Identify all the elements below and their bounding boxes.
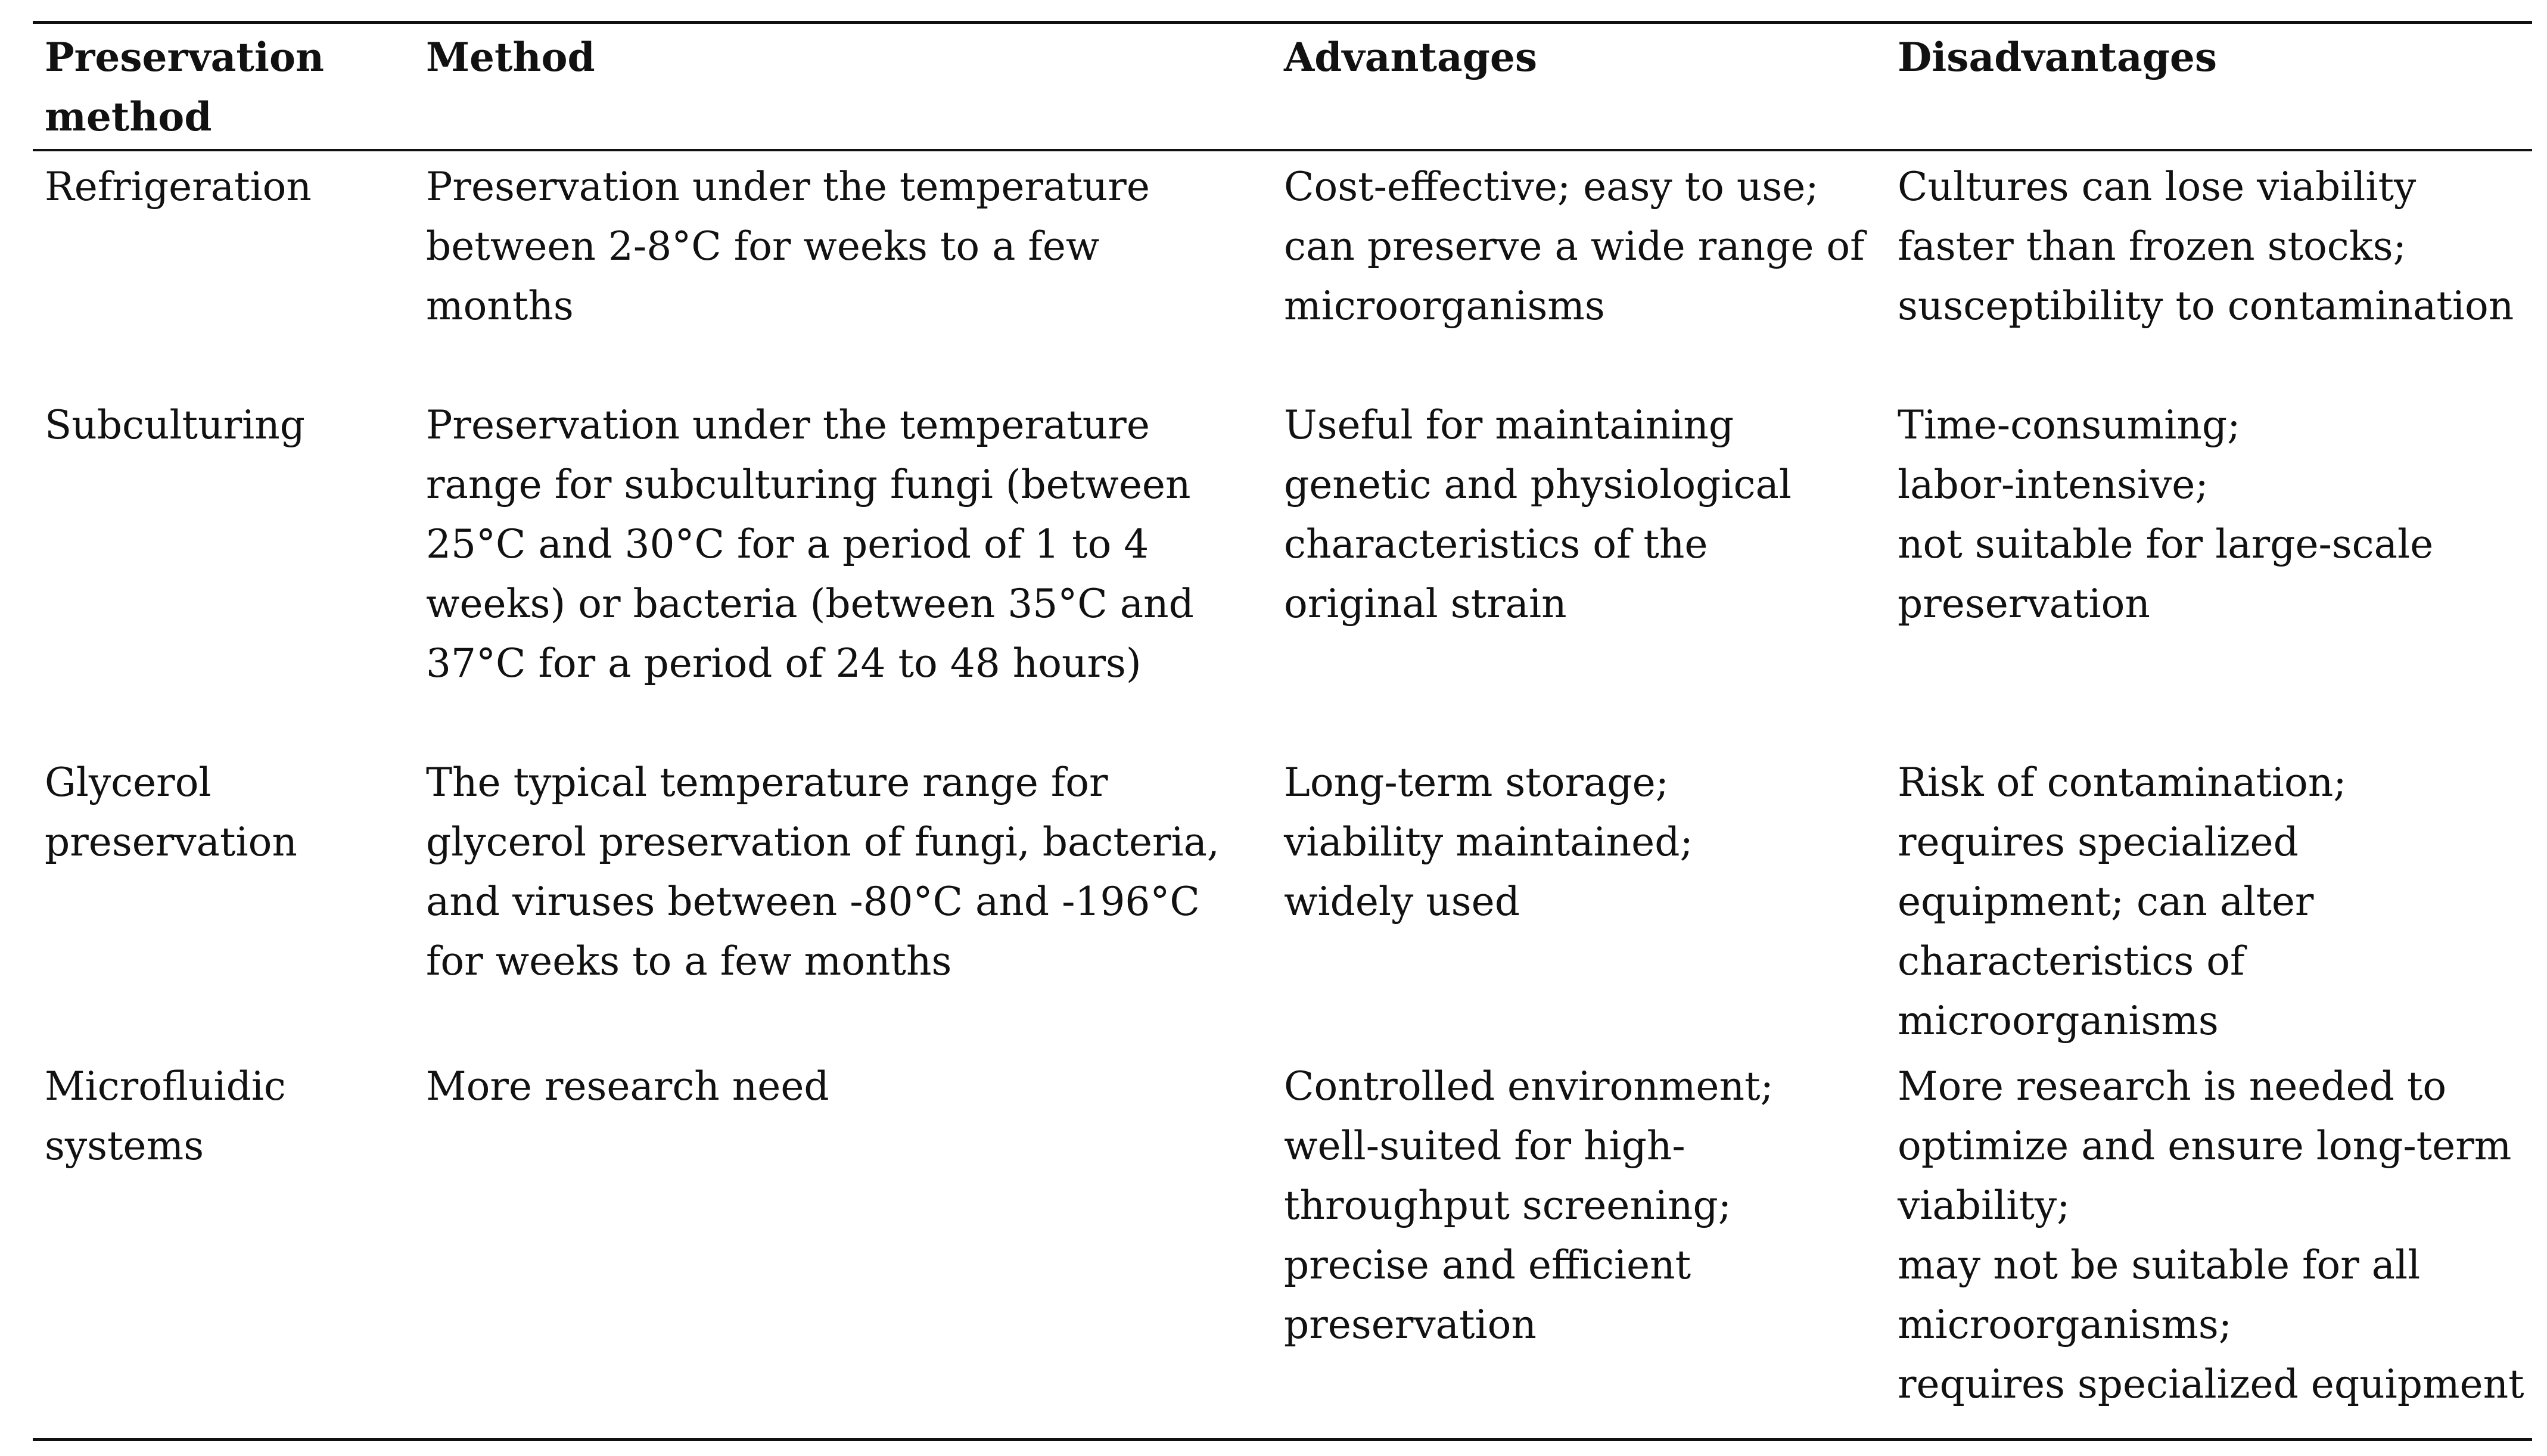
cell-line: microorganisms xyxy=(1898,998,2219,1044)
cell-line: optimize and ensure long-term xyxy=(1898,1123,2512,1169)
cell-line: More research need xyxy=(426,1063,829,1109)
header-preservation-method xyxy=(33,23,414,151)
cell-line: Time-consuming; xyxy=(1898,402,2241,448)
cell-disadvantages xyxy=(1886,747,2532,1051)
table-row-subculturing xyxy=(33,390,2532,747)
cell-line: Cost-effective; easy to use; xyxy=(1284,164,1819,210)
preservation-methods-table xyxy=(33,21,2532,1441)
header-line: method xyxy=(45,94,212,140)
cell-line: Risk of contamination; xyxy=(1898,760,2347,805)
header-line: Preservation xyxy=(45,34,324,80)
cell-line: for weeks to a few months xyxy=(426,938,952,984)
cell-line: well-suited for high- xyxy=(1284,1123,1685,1169)
cell-disadvantages xyxy=(1886,150,2532,390)
cell-method xyxy=(414,747,1272,1051)
cell-line: viability; xyxy=(1898,1183,2070,1228)
cell-line: preservation xyxy=(1898,581,2150,627)
cell-line: Preservation under the temperature xyxy=(426,164,1150,210)
header-row xyxy=(33,23,2532,151)
cell-line: equipment; can alter xyxy=(1898,879,2314,925)
cell-line: requires specialized equipment xyxy=(1898,1361,2524,1407)
cell-line: More research is needed to xyxy=(1898,1063,2447,1109)
cell-line: characteristics of the xyxy=(1284,521,1708,567)
cell-line: can preserve a wide range of xyxy=(1284,223,1865,269)
cell-line: systems xyxy=(45,1123,204,1169)
cell-line: not suitable for large-scale xyxy=(1898,521,2434,567)
cell-method xyxy=(414,150,1272,390)
header-line: Method xyxy=(426,34,595,80)
cell-line: glycerol preservation of fungi, bacteria, xyxy=(426,819,1220,865)
cell-line: Preservation under the temperature xyxy=(426,402,1150,448)
header-line: Advantages xyxy=(1284,34,1538,80)
cell-line: weeks) or bacteria (between 35°C and xyxy=(426,581,1194,627)
cell-line: susceptibility to contamination xyxy=(1898,283,2514,329)
cell-method xyxy=(414,390,1272,747)
cell-line: original strain xyxy=(1284,581,1567,627)
cell-line: 37°C for a period of 24 to 48 hours) xyxy=(426,640,1142,686)
cell-line: Useful for maintaining xyxy=(1284,402,1734,448)
cell-advantages xyxy=(1272,390,1886,747)
cell-line: requires specialized xyxy=(1898,819,2299,865)
cell-line: between 2-8°C for weeks to a few xyxy=(426,223,1100,269)
cell-advantages xyxy=(1272,1051,1886,1440)
cell-line: Long-term storage; xyxy=(1284,760,1669,805)
cell-line: labor-intensive; xyxy=(1898,462,2209,508)
table-body xyxy=(33,150,2532,1440)
cell-preservation-method xyxy=(33,1051,414,1440)
cell-line: preservation xyxy=(1284,1302,1537,1348)
header-method xyxy=(414,23,1272,151)
table-row-refrigeration xyxy=(33,150,2532,390)
cell-method xyxy=(414,1051,1272,1440)
cell-preservation-method xyxy=(33,390,414,747)
cell-line: preservation xyxy=(45,819,297,865)
cell-line: months xyxy=(426,283,574,329)
cell-line: range for subculturing fungi (between xyxy=(426,462,1191,508)
cell-disadvantages xyxy=(1886,390,2532,747)
cell-line: microorganisms xyxy=(1284,283,1605,329)
table-row-glycerol-preservation xyxy=(33,747,2532,1051)
cell-line: Subculturing xyxy=(45,402,305,448)
cell-line: Glycerol xyxy=(45,760,212,805)
cell-line: and viruses between -80°C and -196°C xyxy=(426,879,1200,925)
cell-line: genetic and physiological xyxy=(1284,462,1792,508)
cell-advantages xyxy=(1272,150,1886,390)
cell-preservation-method xyxy=(33,150,414,390)
cell-line: Controlled environment; xyxy=(1284,1063,1774,1109)
header-advantages xyxy=(1272,23,1886,151)
cell-advantages xyxy=(1272,747,1886,1051)
cell-line: Refrigeration xyxy=(45,164,312,210)
cell-preservation-method xyxy=(33,747,414,1051)
cell-line: may not be suitable for all xyxy=(1898,1242,2421,1288)
cell-line: Microfluidic xyxy=(45,1063,286,1109)
cell-line: The typical temperature range for xyxy=(426,760,1108,805)
cell-line: viability maintained; xyxy=(1284,819,1693,865)
cell-line: characteristics of xyxy=(1898,938,2245,984)
header-disadvantages xyxy=(1886,23,2532,151)
header-line: Disadvantages xyxy=(1898,34,2218,80)
cell-line: throughput screening; xyxy=(1284,1183,1731,1228)
cell-line: 25°C and 30°C for a period of 1 to 4 xyxy=(426,521,1149,567)
cell-line: faster than frozen stocks; xyxy=(1898,223,2406,269)
cell-line: Cultures can lose viability xyxy=(1898,164,2417,210)
cell-line: precise and efficient xyxy=(1284,1242,1691,1288)
cell-line: microorganisms; xyxy=(1898,1302,2232,1348)
cell-disadvantages xyxy=(1886,1051,2532,1440)
preservation-methods-table-container xyxy=(33,21,2532,1441)
cell-line: widely used xyxy=(1284,879,1520,925)
table-row-microfluidic-systems xyxy=(33,1051,2532,1440)
table-header xyxy=(33,23,2532,151)
